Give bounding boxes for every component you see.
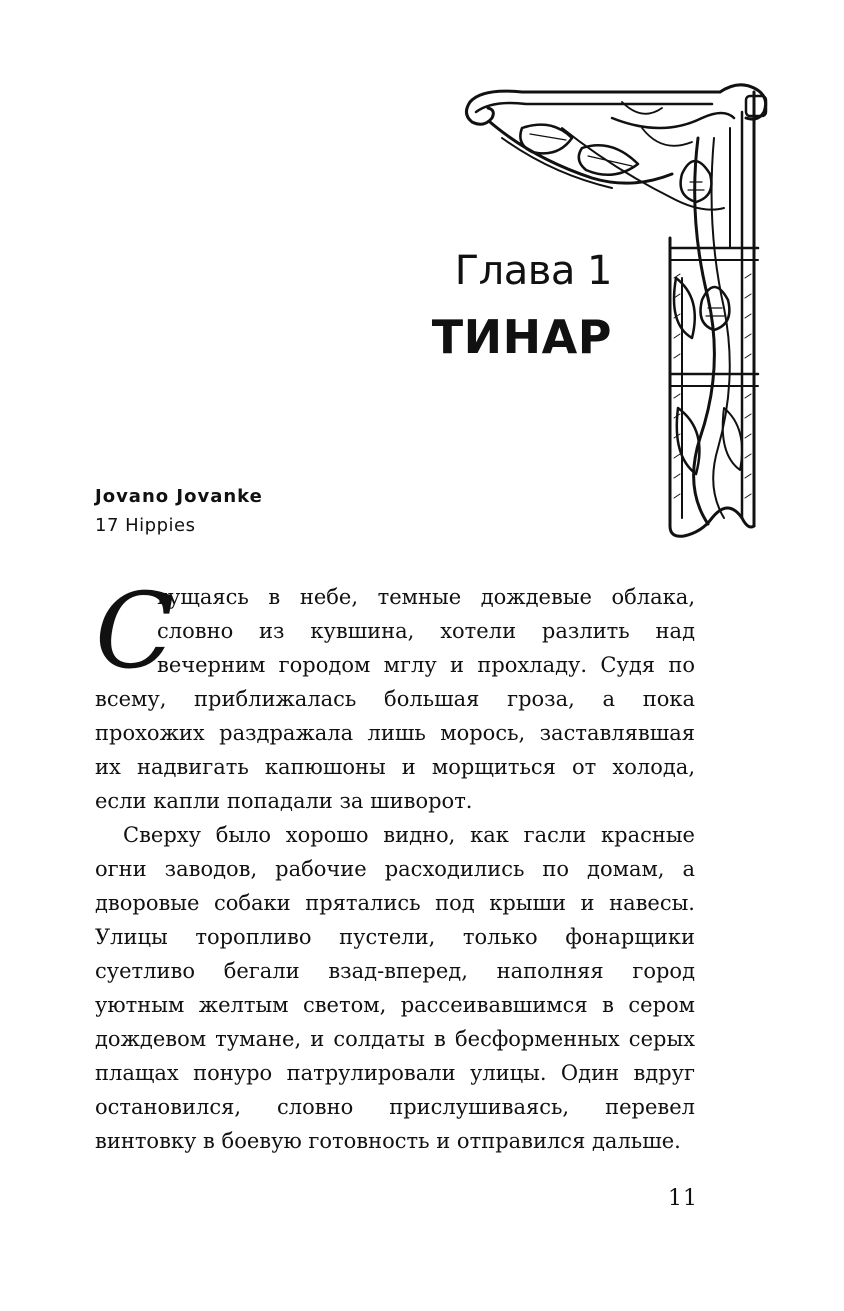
page-number: 11 (668, 1186, 698, 1211)
paragraph (95, 570, 695, 818)
drop-cap: С (95, 570, 175, 692)
paragraph-text: гущаясь в небе, темные дождевые облака, словно из кувшина, хотели разлить над вечерним городом мглу и прохладу. Судя по всему, приближалась большая гроза, а пока прохожих раздражала лишь морось, заставлявшая их надвигать капюшоны и морщиться от холода, если капли попадали за шиворот. (95, 585, 695, 813)
chapter-body (95, 570, 695, 1158)
floral-corner-ornament-icon (462, 78, 782, 540)
epigraph-artist: Jovano Jovanke (95, 486, 263, 507)
paragraph: Сверху было хорошо видно, как гасли красные огни заводов, рабочие расходились по домам, а дворовые собаки прятались под крыши и навесы. Улицы торопливо пустели, только фонарщики суетливо бегали взад-вперед, наполняя город уютным желтым светом, рассеивавшимся в сером дождевом тумане, и солдаты в бесформенных серых плащах понуро патрулировали улицы. Один вдруг остановился, словно прислушиваясь, перевел винтовку в боевую готовность и отправился дальше. (95, 823, 695, 1153)
epigraph-song: 17 Hippies (95, 515, 196, 536)
epigraph (95, 482, 263, 540)
chapter-title: ТИНАР (431, 310, 612, 364)
chapter-number: Глава 1 (454, 248, 612, 294)
